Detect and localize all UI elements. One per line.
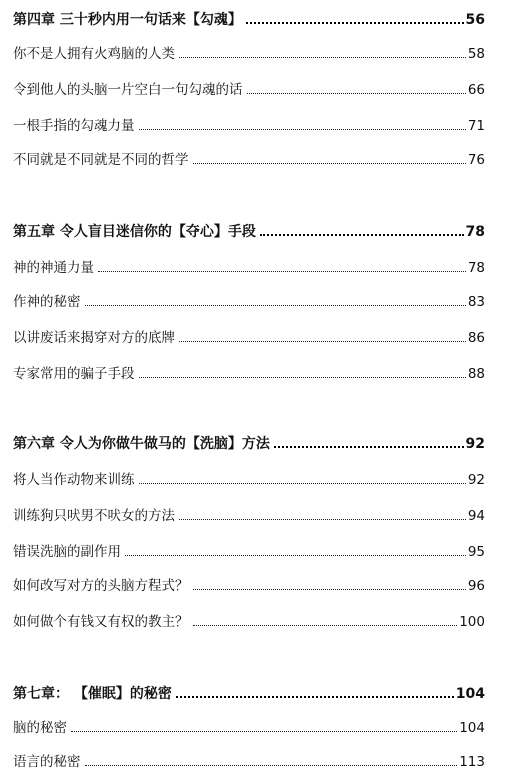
toc-entry[interactable] (13, 146, 485, 168)
toc-page-number: 113 (459, 753, 485, 770)
toc-title: 专家常用的骗子手段 (13, 365, 135, 382)
toc-title: 神的神通力量 (13, 259, 94, 276)
toc-page-number: 56 (465, 12, 485, 28)
toc-page-number: 88 (467, 365, 485, 382)
toc-page-number: 94 (467, 507, 485, 524)
toc-entry[interactable] (13, 40, 485, 62)
leader-dots (139, 483, 466, 484)
toc-title: 第六章 令人为你做牛做马的【洗脑】方法 (13, 436, 270, 452)
toc-title: 一根手指的勾魂力量 (13, 117, 135, 134)
toc-page-number: 58 (467, 45, 485, 62)
leader-dots (139, 129, 466, 130)
leader-dots (176, 696, 454, 698)
toc-title: 令到他人的头脑一片空白一句勾魂的话 (13, 81, 243, 98)
toc-chapter-6[interactable] (13, 430, 485, 452)
toc-title: 脑的秘密 (13, 719, 67, 736)
toc-page-number: 100 (459, 613, 485, 630)
toc-title: 语言的秘密 (13, 753, 81, 770)
toc-title: 作神的秘密 (13, 293, 81, 310)
toc-page-number: 71 (467, 117, 485, 134)
leader-dots (98, 271, 466, 272)
toc-title: 第四章 三十秒内用一句话来【勾魂】 (13, 12, 242, 28)
toc-entry[interactable] (13, 324, 485, 346)
leader-dots (260, 234, 464, 236)
toc-title: 如何改写对方的头脑方程式？ (13, 577, 189, 594)
toc-page-number: 96 (467, 577, 485, 594)
toc-title: 以讲废话来揭穿对方的底牌 (13, 329, 175, 346)
leader-dots (179, 341, 466, 342)
leader-dots (139, 377, 466, 378)
toc-title: 不同就是不同就是不同的哲学 (13, 151, 189, 168)
toc-entry[interactable] (13, 538, 485, 560)
toc-page-number: 83 (467, 293, 485, 310)
toc-entry[interactable] (13, 502, 485, 524)
toc-page-number: 76 (467, 151, 485, 168)
toc-page-number: 78 (467, 259, 485, 276)
toc-title: 你不是人拥有火鸡脑的人类 (13, 45, 175, 62)
leader-dots (71, 731, 457, 732)
toc-page-number: 66 (467, 81, 485, 98)
toc-entry[interactable] (13, 748, 485, 770)
toc-entry[interactable] (13, 360, 485, 382)
toc-page-number: 86 (467, 329, 485, 346)
toc-page-number: 95 (467, 543, 485, 560)
toc-entry[interactable] (13, 466, 485, 488)
leader-dots (247, 93, 466, 94)
leader-dots (179, 57, 466, 58)
toc-entry[interactable] (13, 714, 485, 736)
toc-title: 错误洗脑的副作用 (13, 543, 121, 560)
leader-dots (193, 625, 458, 626)
toc-chapter-7[interactable] (13, 680, 485, 702)
leader-dots (246, 22, 464, 24)
toc-chapter-4[interactable] (13, 6, 485, 28)
leader-dots (179, 519, 466, 520)
toc-entry[interactable] (13, 76, 485, 98)
toc-page-number: 104 (459, 719, 485, 736)
toc-entry[interactable] (13, 572, 485, 594)
toc-title: 第五章 令人盲目迷信你的【夺心】手段 (13, 224, 256, 240)
toc-title: 第七章： 【催眠】的秘密 (13, 686, 172, 702)
toc-title: 如何做个有钱又有权的教主？ (13, 613, 189, 630)
toc-chapter-5[interactable] (13, 218, 485, 240)
toc-page-number: 92 (467, 471, 485, 488)
leader-dots (125, 555, 466, 556)
toc-entry[interactable] (13, 288, 485, 310)
leader-dots (193, 163, 466, 164)
leader-dots (85, 305, 466, 306)
toc-page-number: 104 (455, 686, 485, 702)
leader-dots (274, 446, 464, 448)
toc-entry[interactable] (13, 112, 485, 134)
toc-entry[interactable] (13, 254, 485, 276)
toc-title: 训练狗只吠男不吠女的方法 (13, 507, 175, 524)
toc-title: 将人当作动物来训练 (13, 471, 135, 488)
leader-dots (85, 765, 458, 766)
toc-entry[interactable] (13, 608, 485, 630)
toc-page-number: 92 (465, 436, 485, 452)
toc-page-number: 78 (465, 224, 485, 240)
leader-dots (193, 589, 466, 590)
